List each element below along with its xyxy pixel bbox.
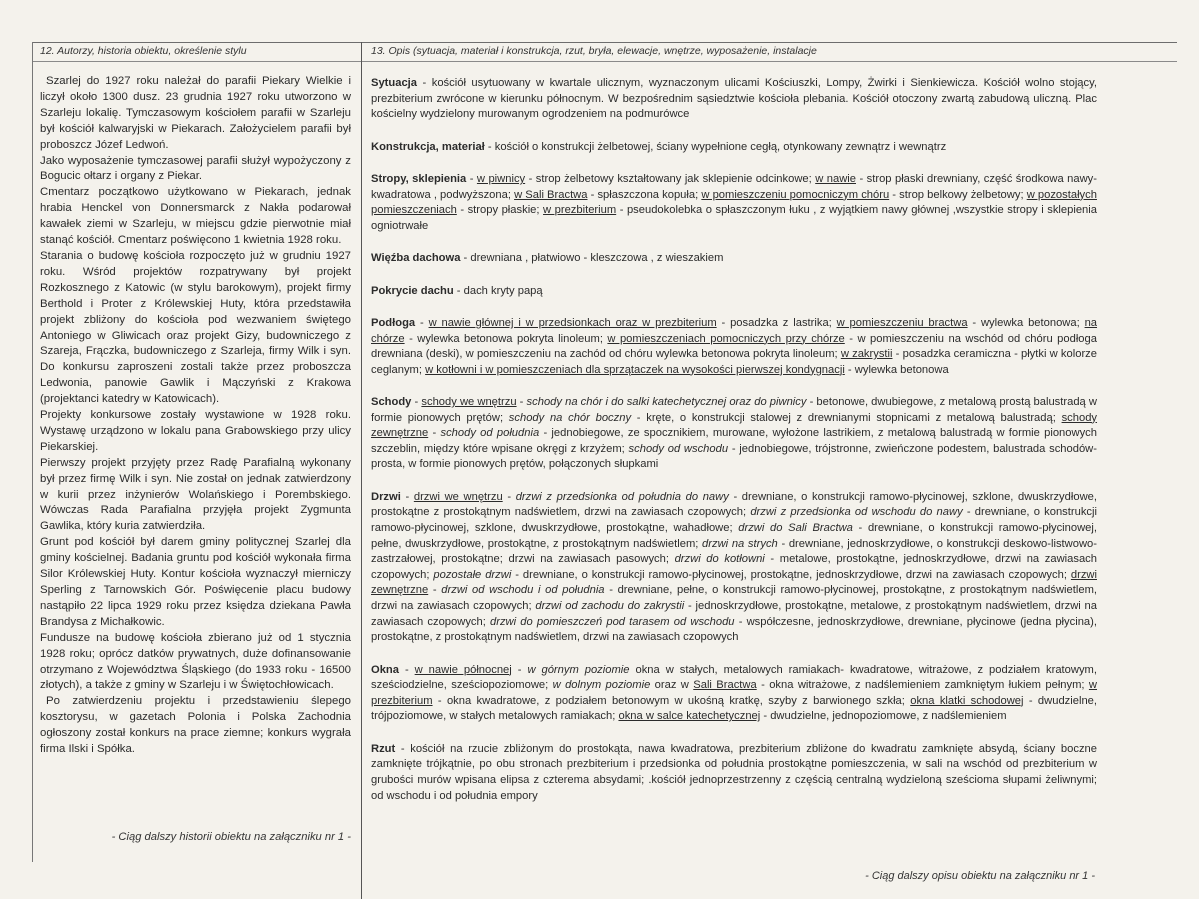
section-heading: Sytuacja <box>371 77 418 89</box>
top-rule <box>32 42 1177 43</box>
section-konstrukcja: Konstrukcja, materiał - kościół o konstrukcji żelbetowej, ściany wypełnione cegłą, otynkowany zewnątrz i wewnątrz <box>371 140 947 153</box>
section-schody: Schody - schody we wnętrzu - schody na chór i do salki katechetycznej oraz do piwnicy - betonowe, dwubiegowe, z metalową prostą balustradą w formie pionowych prętów; schody na chór boczny - kręte, o konstrukcji stalowej z drewnianymi stopnicami z metalową balustradą; schody zewnętrzne - schody od południa - jednobiegowe, ze spocznikiem, murowane, wyłożone lastrikiem, z metalową balustradą w formie pionowych szczeblin, między które wpisane okręgi z krzyżem; schody od wschodu - jednobiegowe, trójstronne, zwieńczone podestem, balustrada schodów- prosta, w formie pionowych prętów, połączonych słupkami <box>371 396 1098 471</box>
history-paragraph: Pierwszy projekt przyjęty przez Radę Parafialną wykonany był przez firmę Wilk i syn. Nie został on jednak zatwierdzony w kurii przez inżynierów Wolańskiego i Porembskiego. Wówczas Rada Parafialna przyjęła projekt Zygmunta Gawlika, który kuria zatwierdziła. <box>40 456 351 533</box>
section-heading: Schody <box>371 396 412 409</box>
history-paragraph: Fundusze na budowę kościoła zbierano już od 1 stycznia 1928 roku; oprócz datków prywatnych, duże dofinansowanie otrzymano z Województwa Śląskiego (do 1933 roku - 16500 złotych), a także z gminy w Szarleju i w Świętochłowicach. <box>40 631 351 692</box>
column-divider <box>361 42 362 899</box>
section-heading: Rzut <box>371 742 396 755</box>
section-stropy: Stropy, sklepienia - w piwnicy - strop żelbetowy kształtowany jak sklepienie odcinkowe; w nawie - strop płaski drewniany, część środkowa nawy- kwadratowa , podwyższona; w Sali Bractwa - spłaszczona kopuła; w pomieszczeniu pomocniczym chóru - strop belkowy żelbetowy; w pozostałych pomieszczeniach - stropy płaskie; w prezbiterium - pseudokolebka o spłaszczonym łuku , z wyjątkiem nawy głównej ,wszystkie stropy i sklepienia ogniotrwałe <box>371 172 1097 232</box>
section-heading: Podłoga <box>371 316 416 329</box>
left-border <box>32 42 33 862</box>
section-drzwi: Drzwi - drzwi we wnętrzu - drzwi z przedsionka od południa do nawy - drewniane, o konstrukcji ramowo-płycinowej, szklone, dwuskrzydłowe, prostokątne z prostokątnym nadświetlem, drzwi na zawiasach czopowych; drzwi z przedsionka od wschodu do nawy - drewniane, o konstrukcji ramowo-płycinowej, szklone, dwuskrzydłowe, prostokątne, wahadłowe; drzwi do Sali Bractwa - drewniane, o konstrukcji ramowo-płycinowej, pełne, dwuskrzydłowe, prostokątne, z prostokątnym nadświetlem; drzwi na strych - drewniane, jednoskrzydłowe, o konstrukcji deskowo-listwowo-zastrzałowej, prostokątne; drzwi na zawiasach pasowych; drzwi do kotłowni - metalowe, prostokątne, jednoskrzydłowe, drzwi na zawiasach czopowych; pozostałe drzwi - drewniane, o konstrukcji ramowo-płycinowej, prostokątne, jednoskrzydłowe, drzwi na zawiasach czopowych; drzwi zewnętrzne - drzwi od wschodu i od południa - drewniane, pełne, o konstrukcji ramowo-płycinowej, prostokątne, z prostokątnym nadświetlem, drzwi na zawiasach czopowych; drzwi od zachodu do zakrystii - jednoskrzydłowe, prostokątne, metalowe, z prostokątnym nadświetlem, drzwi na zawiasach czopowych; drzwi do pomieszczeń pod tarasem od wschodu - współczesne, jednoskrzydłowe, drewniane, płycinowe (jedna płycina), prostokątne, z prostokątnym nadświetlem, drzwi na zawiasach czopowych <box>371 490 1098 644</box>
history-paragraph: Grunt pod kościół był darem gminy politycznej Szarlej dla gminy kościelnej. Badania gruntu pod kościół wykonała firma Silor Królewskiej Huty. Kontur kościoła wyznaczył mierniczy Sperling z Tarnowskich Gór. Poświęcenie placu budowy nastąpiło 22 lipca 1929 roku przez księdza dziekana Pawła Brandysa z Michałkowic. <box>40 536 351 628</box>
section-pokrycie: Pokrycie dachu - dach kryty papą <box>371 284 543 297</box>
section-rzut: Rzut - kościół na rzucie zbliżonym do prostokąta, nawa kwadratowa, prezbiterium zbliżone do kwadratu zamknięte absydą, ściany boczne zamknięte trójkątnie, po obu stronach prezbiterium i przedsionka od południa prostokątne pomieszczenia, w sali na wschód od prezbiterium w grubości murów wpisana elipsa z czterema absydami; .kościół jednoprzestrzenny z częścią centralną wydzieloną sześcioma słupami żeliwnymi; od wschodu i od południa empory <box>371 742 1097 802</box>
description-column <box>371 76 1097 820</box>
description-continuation-note: - Ciąg dalszy opisu obiektu na załączniku nr 1 - <box>865 870 1095 882</box>
section-heading: Okna <box>371 663 399 676</box>
section-heading: Stropy, sklepienia <box>371 172 467 185</box>
history-paragraph: Szarlej do 1927 roku należał do parafii Piekary Wielkie i liczył około 1300 dusz. 23 grudnia 1927 roku utworzono w Szarleju lokalię. Tymczasowym kościołem parafii w Szarleju był kościół kalwaryjski w Piekarach. Założycielem parafii był proboszcz Józef Ledwoń. <box>40 75 351 151</box>
history-paragraph: Cmentarz początkowo użytkowano w Piekarach, jednak hrabia Henckel von Donnersmarck z Nakła podarował kawałek ziemi w Szarleju, w miejscu gdzie pierwotnie miał stanąć kościół. Cmentarz poświęcono 1 kwietnia 1928 roku. <box>40 186 351 247</box>
history-column <box>40 74 351 758</box>
section-okna: Okna - w nawie północnej - w górnym poziomie okna w stałych, metalowych ramiakach- kwadratowe, witrażowe, z podziałem kratowym, sześciodzielne, sześciopoziomowe; w dolnym poziomie oraz w Sali Bractwa - okna witrażowe, z nadślemieniem zamkniętym łukiem pełnym; w prezbiterium - okna kwadratowe, z podziałem betonowym w ukośną kratkę, szyby z barwionego szkła; okna klatki schodowej - dwudzielne, trójpoziomowe, w stałych metalowych ramiakach; okna w salce katechetycznej - dwudzielne, jednopoziomowe, z nadślemieniem <box>371 663 1098 723</box>
section-heading: Pokrycie dachu <box>371 284 454 297</box>
history-paragraph: Jako wyposażenie tymczasowej parafii służył wypożyczony z Bogucic ołtarz i organy z Piekar. <box>40 154 351 183</box>
left-column-heading: 12. Autorzy, historia obiektu, określenie stylu <box>40 45 247 57</box>
header-rule <box>32 61 1177 62</box>
section-podloga: Podłoga - w nawie głównej i w przedsionkach oraz w prezbiterium - posadzka z lastrika; w pomieszczeniu bractwa - wylewka betonowa; na chórze - wylewka betonowa pokryta linoleum; w pomieszczeniach pomocniczych przy chórze - w pomieszczeniu na wschód od chóru podłoga drewniana (deski), w pomieszczeniu na zachód od chóru wylewka betonowa pokryta linoleum; w zakrystii - posadzka ceramiczna - płytki w kolorze ceglanym; w kotłowni i w pomieszczeniach dla sprzątaczek na wysokości pierwszej kondygnacji - wylewka betonowa <box>371 316 1098 376</box>
history-continuation-note: - Ciąg dalszy historii obiektu na załączniku nr 1 - <box>111 831 351 843</box>
history-paragraph: Projekty konkursowe zostały wystawione w 1928 roku. Wystawę urządzono w lokalu pana Grabowskiego przy ulicy Piekarskiej. <box>40 409 351 453</box>
section-heading: Więźba dachowa <box>371 252 461 265</box>
section-heading: Drzwi <box>371 490 401 503</box>
right-column-heading: 13. Opis (sytuacja, materiał i konstrukcja, rzut, bryła, elewacje, wnętrze, wyposażenie, instalacje <box>371 45 817 57</box>
history-paragraph: Po zatwierdzeniu projektu i przedstawieniu ślepego kosztorysu, w gazetach Polonia i Polska Zachodnia ogłoszony został konkurs na prace ziemne; konkurs wygrała firma Ilski i Spółka. <box>40 695 351 756</box>
section-heading: Konstrukcja, materiał <box>371 140 485 153</box>
section-wiezba: Więźba dachowa - drewniana , płatwiowo - kleszczowa , z wieszakiem <box>371 252 724 265</box>
section-sytuacja: Sytuacja - kościół usytuowany w kwartale ulicznym, wyznaczonym ulicami Kościuszki, Lompy, Żwirki i Sienkiewicza. Kościół wolno stojący, prezbiterium zwrócone w kierunku północnym. W bezpośrednim sąsiedztwie kościoła plebania. Kościół otoczony zwartą zabudową uliczną. Plac kościelny wydzielony murowanym ogrodzeniem na podmurówce <box>371 77 1097 121</box>
history-paragraph: Starania o budowę kościoła rozpoczęto już w grudniu 1927 roku. Wśród projektów rozpatrywany był projekt Rozkosznego z Katowic (w stylu barokowym), projekt firmy Berthold i Proter z Królewskiej Huty, która przedstawiła projekt zbliżony do kościoła pod wezwaniem świętego Antoniego w Gliwicach oraz projekt Gizy, budowniczego z Szareja, Frączka, budowniczego z Szarleja, firmy Wilk i syn. Do konkursu zaproszeni zostali także przez proboszcza Ledwonia, panowie Gawlik i Mączyński z Krakowa (projektanci katedry w Katowicach). <box>40 249 351 406</box>
